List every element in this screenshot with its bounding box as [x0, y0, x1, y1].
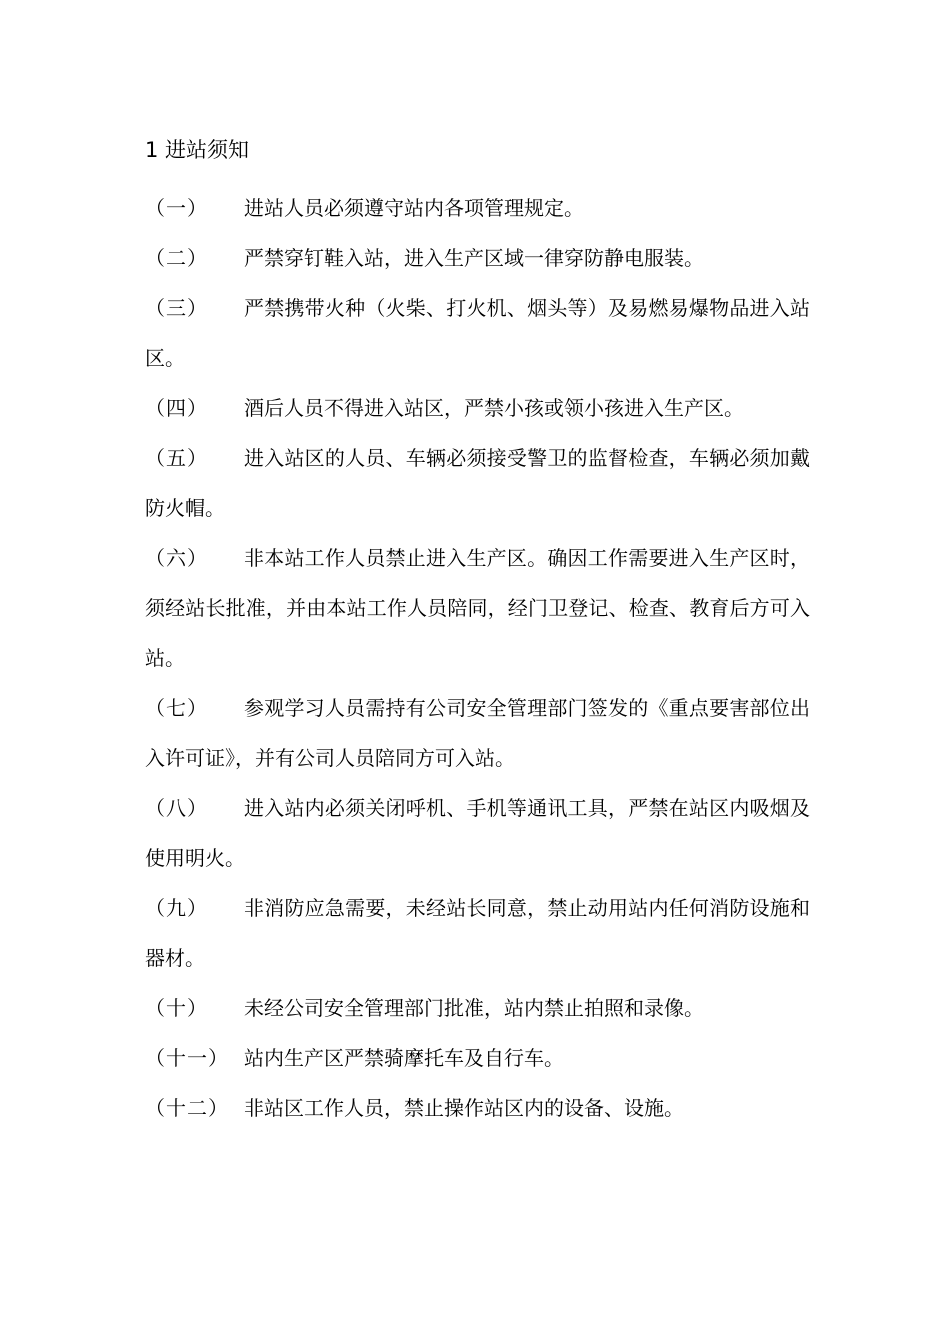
clause-2	[145, 233, 810, 283]
clause-text: 非本站工作人员禁止进入生产区。确因工作需要进入生产区时，须经站长批准，并由本站工作人员陪同，经门卫登记、检查、教育后方可入站。	[145, 546, 810, 670]
clause-8	[145, 783, 810, 883]
clause-text: 进入站内必须关闭呼机、手机等通讯工具，严禁在站区内吸烟及使用明火。	[145, 796, 810, 870]
clause-6	[145, 533, 810, 683]
clause-9	[145, 883, 810, 983]
clause-number: （二）	[145, 246, 208, 270]
clause-text: 未经公司安全管理部门批准，站内禁止拍照和录像。	[244, 996, 704, 1020]
clause-number: （六）	[145, 546, 208, 570]
clause-number: （八）	[145, 796, 208, 820]
clause-text: 严禁携带火种（火柴、打火机、烟头等）及易燃易爆物品进入站区。	[145, 296, 810, 370]
clause-11	[145, 1033, 810, 1083]
clause-text: 酒后人员不得进入站区，严禁小孩或领小孩进入生产区。	[244, 396, 744, 420]
clause-text: 参观学习人员需持有公司安全管理部门签发的《重点要害部位出入许可证》，并有公司人员陪同方可入站。	[145, 696, 810, 770]
clause-number: （十一）	[145, 1046, 229, 1070]
clause-number: （十二）	[145, 1096, 229, 1120]
clause-3	[145, 283, 810, 383]
clause-number: （七）	[145, 696, 208, 720]
clause-text: 非消防应急需要，未经站长同意，禁止动用站内任何消防设施和器材。	[145, 896, 810, 970]
clause-4	[145, 383, 810, 433]
clause-number: （十）	[145, 996, 208, 1020]
clause-7	[145, 683, 810, 783]
clause-text: 进站人员必须遵守站内各项管理规定。	[244, 196, 584, 220]
clause-text: 站内生产区严禁骑摩托车及自行车。	[244, 1046, 564, 1070]
clause-1	[145, 183, 810, 233]
clause-12	[145, 1083, 810, 1133]
clause-number: （一）	[145, 196, 208, 220]
clause-5	[145, 433, 810, 533]
clause-text: 严禁穿钉鞋入站，进入生产区域一律穿防静电服装。	[244, 246, 704, 270]
clause-text: 进入站区的人员、车辆必须接受警卫的监督检查，车辆必须加戴防火帽。	[145, 446, 810, 520]
clause-text: 非站区工作人员，禁止操作站区内的设备、设施。	[244, 1096, 684, 1120]
section-title: 1 进站须知	[145, 138, 250, 162]
clause-10	[145, 983, 810, 1033]
clause-number: （四）	[145, 396, 208, 420]
clause-number: （三）	[145, 296, 208, 320]
clause-number: （五）	[145, 446, 208, 470]
clause-number: （九）	[145, 896, 208, 920]
document-body	[145, 134, 810, 1133]
